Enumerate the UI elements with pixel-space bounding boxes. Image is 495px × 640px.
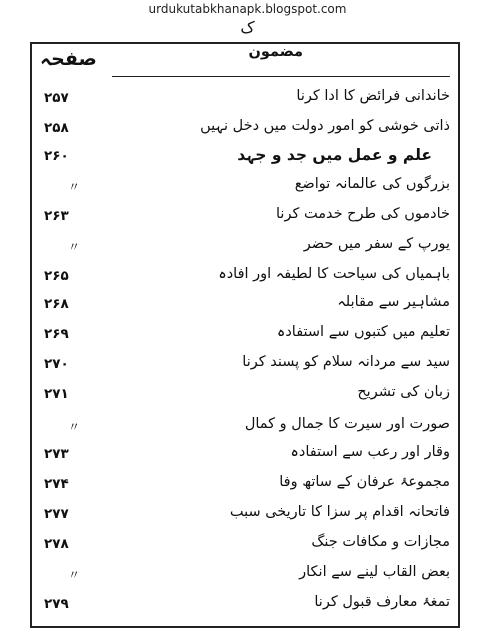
row-page: ۲۷۷	[44, 506, 69, 522]
row-topic: مشاہیر سے مقابلہ	[337, 294, 450, 310]
row-topic: مجازات و مکافات جنگ	[311, 534, 450, 550]
row-page: ۲۶۵	[44, 268, 69, 284]
table-row	[32, 594, 458, 620]
table-row	[32, 146, 458, 172]
row-topic: یورپ کے سفر میں حضر	[303, 236, 450, 252]
table-row	[32, 176, 458, 202]
table-row	[32, 384, 458, 410]
row-topic: صورت اور سیرت کا جمال و کمال	[244, 416, 450, 432]
page-letter: ک	[240, 18, 255, 37]
row-topic: خادموں کی طرح خدمت کرنا	[275, 206, 450, 222]
row-page: ۲۶۹	[44, 326, 69, 342]
table-row	[32, 534, 458, 560]
row-topic: بعض القاب لینے سے انکار	[299, 564, 450, 580]
table-row	[32, 236, 458, 262]
table-header	[32, 44, 458, 74]
header-rule	[112, 76, 450, 77]
row-topic: علم و عمل میں جد و جہد	[237, 146, 432, 164]
row-topic: فاتحانہ اقدام پر سزا کا تاریخی سبب	[229, 504, 450, 520]
row-page: ۲۷۸	[44, 536, 69, 552]
table-row	[32, 354, 458, 380]
column-title-topic: مضمون	[248, 44, 303, 60]
row-page: ۲۷۰	[44, 356, 69, 372]
row-page: 〃	[68, 180, 81, 194]
row-page: ۲۷۴	[44, 476, 69, 492]
table-row	[32, 88, 458, 114]
table-row	[32, 444, 458, 470]
table-row	[32, 504, 458, 530]
table-row	[32, 294, 458, 320]
row-topic: مجموعۂ عرفان کے ساتھ وفا	[279, 474, 450, 490]
row-topic: خاندانی فرائض کا ادا کرنا	[296, 88, 450, 104]
row-topic: باہمیاں کی سیاحت کا لطیفہ اور افادہ	[218, 266, 450, 282]
row-page: 〃	[68, 568, 81, 582]
row-topic: وقار اور رعب سے استفادہ	[290, 444, 450, 460]
row-topic: تعلیم میں کتبوں سے استفادہ	[276, 324, 450, 340]
row-page: ۲۵۷	[44, 90, 69, 106]
row-topic: تمغۂ معارف قبول کرنا	[314, 594, 450, 610]
row-topic: ذاتی خوشی کو امور دولت میں دخل نہیں	[200, 118, 450, 134]
row-page: ۲۷۹	[44, 596, 69, 612]
table-row	[32, 206, 458, 232]
table-row	[32, 474, 458, 500]
row-page: ۲۵۸	[44, 120, 69, 136]
row-topic: سید سے مردانہ سلام کو پسند کرنا	[242, 354, 450, 370]
contents-table	[30, 42, 460, 628]
table-row	[32, 324, 458, 350]
table-row	[32, 564, 458, 590]
table-row	[32, 416, 458, 442]
row-page: ۲۶۸	[44, 296, 69, 312]
row-page: ۲۷۱	[44, 386, 69, 402]
site-watermark: urdukutabkhanapk.blogspot.com	[148, 2, 347, 16]
row-page: ۲۶۰	[44, 148, 69, 164]
table-row	[32, 266, 458, 292]
column-title-page: صفحہ	[40, 48, 97, 70]
row-topic: بزرگوں کی عالمانہ تواضع	[294, 176, 450, 192]
row-page: ۲۶۳	[44, 208, 69, 224]
row-page: 〃	[68, 420, 81, 434]
row-page: ۲۷۳	[44, 446, 69, 462]
row-page: 〃	[68, 240, 81, 254]
table-row	[32, 118, 458, 144]
row-topic: زبان کی تشریح	[357, 384, 450, 400]
